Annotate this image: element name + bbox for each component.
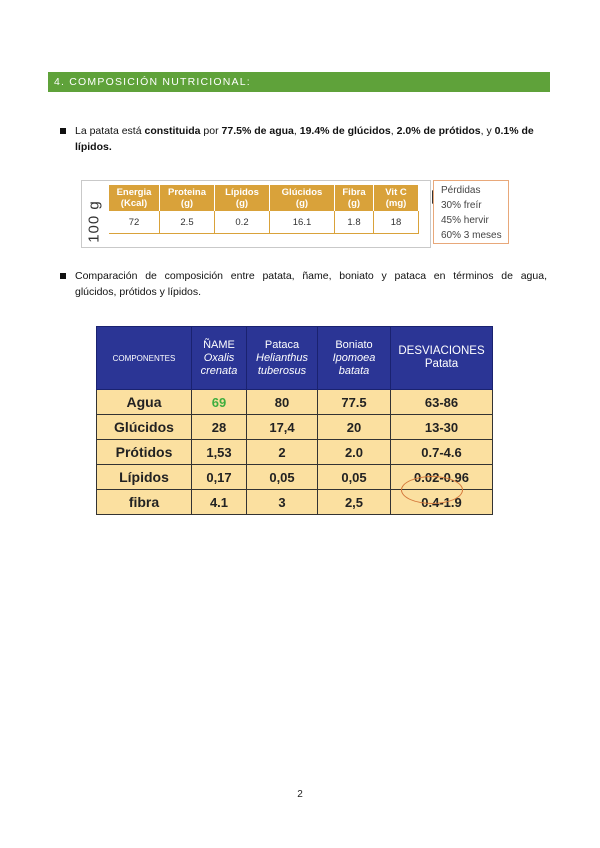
bullet-text-composition [75, 123, 547, 155]
header-cell: Energia (Kcal) [109, 185, 160, 211]
losses-line: 45% hervir [441, 215, 489, 226]
table-row [97, 415, 493, 440]
header-cell: Glúcidos (g) [270, 185, 335, 211]
text-run: , [293, 125, 300, 137]
value-cell: 63-86 [391, 390, 493, 415]
bullet-marker [60, 128, 66, 134]
value-cell: 20 [318, 415, 391, 440]
header-cell: Lípidos (g) [215, 185, 270, 211]
row-label: Prótidos [97, 440, 192, 465]
value-cell: 13-30 [391, 415, 493, 440]
value-cell: 80 [247, 390, 318, 415]
value-cell: 28 [192, 415, 247, 440]
value-cell: 17,4 [247, 415, 318, 440]
header-cell: Vit C (mg) [374, 185, 419, 211]
text-run: , [390, 125, 397, 137]
row-label: Glúcidos [97, 415, 192, 440]
losses-line: 60% 3 meses [441, 230, 502, 241]
bullet-marker [60, 273, 66, 279]
header-cell: Fibra (g) [335, 185, 374, 211]
table-row [97, 390, 493, 415]
text-run: por [200, 125, 222, 137]
header-cell: ÑAME Oxalis crenata [192, 327, 247, 390]
comparison-figure [96, 326, 493, 508]
text-run: 0.1% de [494, 125, 534, 137]
value-cell: 2 [247, 440, 318, 465]
section-heading: 4. COMPOSICIÓN NUTRICIONAL: [48, 72, 550, 92]
value-cell: 0.02-0.96 [391, 465, 493, 490]
losses-box [433, 180, 509, 244]
value-cell: 0,05 [247, 465, 318, 490]
value-cell: 0.4-1.9 [391, 490, 493, 515]
value-cell: 1.8 [335, 211, 374, 234]
header-cell: Pataca Helianthus tuberosus [247, 327, 318, 390]
value-cell: 18 [374, 211, 419, 234]
value-cell: 1,53 [192, 440, 247, 465]
text-run: 77.5% de agua [221, 125, 294, 137]
value-cell: 0,05 [318, 465, 391, 490]
header-cell: Proteina (g) [160, 185, 215, 211]
per-100g-label: 100 g [85, 200, 103, 243]
bullet-text-comparison [75, 268, 547, 300]
nutrition-table-frame [81, 180, 431, 248]
value-cell: 2.0 [318, 440, 391, 465]
row-label: Agua [97, 390, 192, 415]
page-number: 2 [297, 789, 303, 800]
text-line: glúcidos, prótidos y lípidos. [75, 286, 202, 298]
value-cell: 4.1 [192, 490, 247, 515]
value-cell: 72 [109, 211, 160, 234]
highlight-circle [401, 476, 463, 504]
table-row [97, 440, 493, 465]
row-label: fibra [97, 490, 192, 515]
text-run: constituida [144, 125, 201, 137]
header-cell: DESVIACIONES Patata [391, 327, 493, 390]
value-cell: 0.7-4.6 [391, 440, 493, 465]
nutrition-table [109, 185, 419, 234]
value-cell: 2.5 [160, 211, 215, 234]
header-cell: Boniato Ipomoea batata [318, 327, 391, 390]
text-line: Comparación de composición entre patata, ñame, boniato y pataca en términos de agua, [75, 270, 547, 282]
text-run: 2.0% de prótidos [396, 125, 481, 137]
value-cell: 3 [247, 490, 318, 515]
value-cell: 0.2 [215, 211, 270, 234]
text-run: 19.4% de glúcidos [299, 125, 391, 137]
value-cell: 2,5 [318, 490, 391, 515]
value-cell: 69 [192, 390, 247, 415]
value-cell: 16.1 [270, 211, 335, 234]
value-cell: 0,17 [192, 465, 247, 490]
text-run: , y [480, 125, 495, 137]
nutrition-figure [81, 180, 509, 248]
row-label: Lípidos [97, 465, 192, 490]
losses-line: 30% freír [441, 200, 482, 211]
header-cell: COMPONENTES [97, 327, 192, 390]
text-run: lípidos. [75, 141, 112, 153]
losses-line: Pérdidas [441, 185, 481, 196]
value-cell: 77.5 [318, 390, 391, 415]
text-run: La patata está [75, 125, 145, 137]
